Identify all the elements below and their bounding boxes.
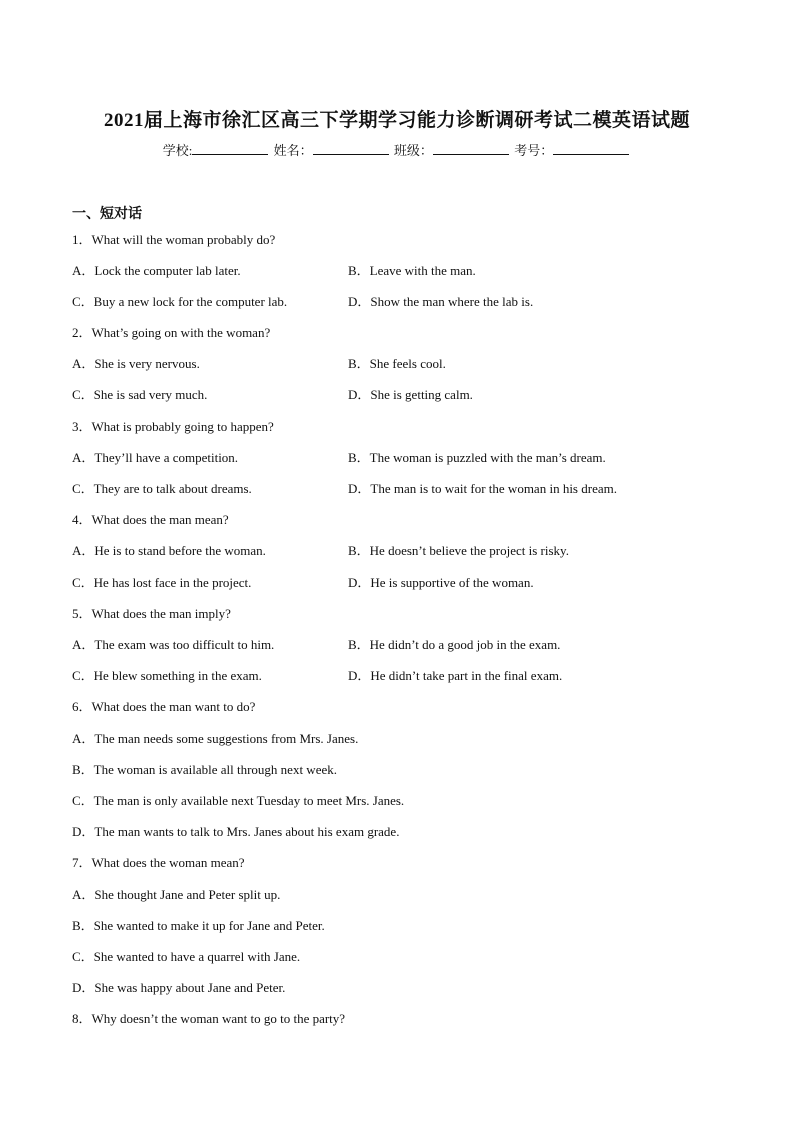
question-7-option-b: B．She wanted to make it up for Jane and Peter.: [72, 918, 325, 933]
question-2-option-c: C．She is sad very much.: [72, 387, 208, 402]
question-4-option-d: D．He is supportive of the woman.: [348, 575, 534, 590]
question-7-option-d: D．She was happy about Jane and Peter.: [72, 980, 286, 995]
question-2-option-d: D．She is getting calm.: [348, 387, 473, 402]
question-5-option-d: D．He didn’t take part in the final exam.: [348, 668, 563, 683]
question-5-option-a: A．The exam was too difficult to him.: [72, 637, 275, 652]
question-4-option-a: A．He is to stand before the woman.: [72, 543, 266, 558]
question-6: 6．What does the man want to do?: [72, 699, 256, 714]
question-3-option-d: D．The man is to wait for the woman in his dream.: [348, 481, 617, 496]
question-1-option-b: B．Leave with the man.: [348, 263, 476, 278]
class-label: 班级：: [393, 143, 433, 158]
question-3: 3．What is probably going to happen?: [72, 419, 274, 434]
question-1-option-d: D．Show the man where the lab is.: [348, 294, 534, 309]
question-3-option-b: B．The woman is puzzled with the man’s dream.: [348, 450, 606, 465]
exam-number-label: 考号：: [514, 143, 554, 158]
student-info-line: [0, 140, 794, 159]
question-5-option-b: B．He didn’t do a good job in the exam.: [348, 637, 561, 652]
class-blank[interactable]: [433, 142, 509, 155]
question-8: 8．Why doesn’t the woman want to go to the party?: [72, 1011, 346, 1026]
question-1-option-c: C．Buy a new lock for the computer lab.: [72, 294, 288, 309]
question-2-option-a: A．She is very nervous.: [72, 356, 200, 371]
question-6-option-a: A．The man needs some suggestions from Mrs. Janes.: [72, 731, 359, 746]
question-1-option-a: A．Lock the computer lab later.: [72, 263, 241, 278]
question-5: 5．What does the man imply?: [72, 606, 231, 621]
question-2: 2．What’s going on with the woman?: [72, 325, 271, 340]
question-6-option-b: B．The woman is available all through next week.: [72, 762, 337, 777]
school-blank[interactable]: [192, 142, 268, 155]
question-1: 1．What will the woman probably do?: [72, 232, 276, 247]
question-7-option-a: A．She thought Jane and Peter split up.: [72, 887, 281, 902]
question-4: 4．What does the man mean?: [72, 512, 229, 527]
question-6-option-c: C．The man is only available next Tuesday to meet Mrs. Janes.: [72, 793, 405, 808]
question-7-option-c: C．She wanted to have a quarrel with Jane.: [72, 949, 301, 964]
question-2-option-b: B．She feels cool.: [348, 356, 446, 371]
question-7: 7．What does the woman mean?: [72, 855, 245, 870]
question-3-option-a: A．They’ll have a competition.: [72, 450, 239, 465]
page-title: 2021届上海市徐汇区高三下学期学习能力诊断调研考试二模英语试题: [103, 110, 690, 131]
question-6-option-d: D．The man wants to talk to Mrs. Janes about his exam grade.: [72, 824, 400, 839]
question-4-option-c: C．He has lost face in the project.: [72, 575, 252, 590]
question-3-option-c: C．They are to talk about dreams.: [72, 481, 252, 496]
question-5-option-c: C．He blew something in the exam.: [72, 668, 262, 683]
exam-number-blank[interactable]: [553, 142, 629, 155]
section-title: 一、短对话: [72, 207, 142, 222]
name-label: 姓名：: [273, 143, 313, 158]
school-label: 学校:: [162, 143, 193, 158]
name-blank[interactable]: [313, 142, 389, 155]
question-4-option-b: B．He doesn’t believe the project is risky.: [348, 543, 569, 558]
